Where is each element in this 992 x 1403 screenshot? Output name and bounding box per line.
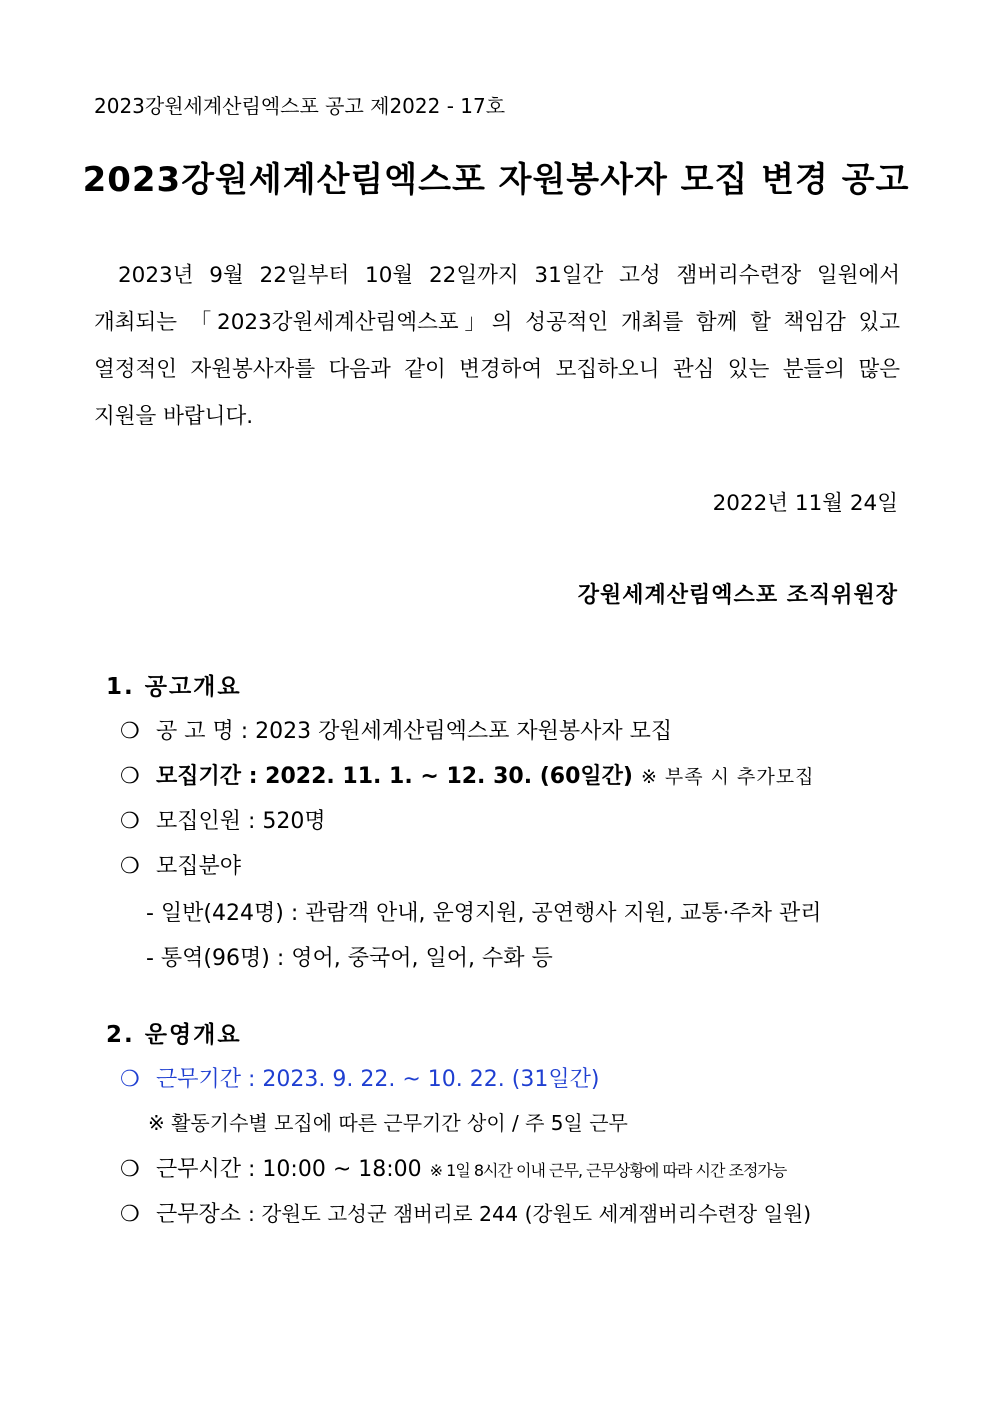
recruit-period-label: 모집기간 — [156, 764, 242, 789]
work-period-value: : 2023. 9. 22. ~ 10. 22. (31일간) — [248, 1067, 600, 1092]
work-period-item — [120, 1062, 599, 1093]
page-title: 2023강원세계산림엑스포 자원봉사자 모집 변경 공고 — [82, 160, 910, 200]
circle-bullet-icon: ❍ — [120, 1067, 140, 1092]
recruit-count-value: : 520명 — [248, 809, 326, 834]
work-hours-note: ※ 1일 8시간 이내 근무, 근무상황에 따라 시간 조정가능 — [429, 1161, 787, 1180]
circle-bullet-icon: ❍ — [120, 719, 140, 744]
notice-number: 2023강원세계산림엑스포 공고 제2022 - 17호 — [94, 94, 506, 118]
intro-line: 지원을 바랍니다. — [94, 404, 254, 429]
notice-date: 2022년 11월 24일 — [712, 491, 898, 516]
notice-name-value: : 2023 강원세계산림엑스포 자원봉사자 모집 — [240, 719, 673, 744]
circle-bullet-icon: ❍ — [120, 764, 140, 789]
recruit-period-note: ※ 부족 시 추가모집 — [640, 766, 815, 788]
work-place-label: 근무장소 — [156, 1202, 242, 1227]
recruit-count-label: 모집인원 — [156, 809, 242, 834]
intro-line: 개최되는 「2023강원세계산림엑스포」의 성공적인 개최를 함께 할 책임감 있고 — [94, 310, 900, 335]
work-place-item — [120, 1197, 811, 1228]
circle-bullet-icon: ❍ — [120, 1157, 140, 1182]
recruit-period-value: : 2022. 11. 1. ~ 12. 30. (60일간) — [248, 764, 633, 789]
section-2-title: 2. 운영개요 — [106, 1022, 242, 1048]
work-hours-item — [120, 1152, 786, 1183]
work-hours-value: : 10:00 ~ 18:00 — [248, 1157, 422, 1182]
circle-bullet-icon: ❍ — [120, 809, 140, 834]
work-place-value: : 강원도 고성군 잼버리로 244 (강원도 세계잼버리수련장 일원) — [248, 1202, 812, 1226]
section-1-title: 1. 공고개요 — [106, 674, 242, 700]
recruit-period-item — [120, 759, 814, 790]
intro-line: 열정적인 자원봉사자를 다음과 같이 변경하여 모집하오니 관심 있는 분들의 많은 — [94, 357, 900, 382]
work-period-note: ※ 활동기수별 모집에 따른 근무기간 상이 / 주 5일 근무 — [148, 1111, 628, 1135]
work-hours-label: 근무시간 — [156, 1157, 242, 1182]
circle-bullet-icon: ❍ — [120, 1202, 140, 1227]
circle-bullet-icon: ❍ — [120, 854, 140, 879]
work-period-label: 근무기간 — [156, 1067, 242, 1092]
notice-name-item — [120, 714, 672, 745]
intro-paragraph — [94, 252, 900, 440]
field-interpret: - 통역(96명) : 영어, 중국어, 일어, 수화 등 — [146, 946, 553, 971]
organization-name: 강원세계산림엑스포 조직위원장 — [577, 583, 898, 608]
recruit-field-item — [120, 849, 241, 880]
intro-line: 2023년 9월 22일부터 10월 22일까지 31일간 고성 잼버리수련장 일원에서 — [118, 263, 900, 288]
field-general: - 일반(424명) : 관람객 안내, 운영지원, 공연행사 지원, 교통·주차 관리 — [146, 901, 822, 926]
recruit-field-label: 모집분야 — [156, 854, 242, 879]
notice-name-label: 공 고 명 — [156, 719, 234, 744]
recruit-count-item — [120, 804, 326, 835]
